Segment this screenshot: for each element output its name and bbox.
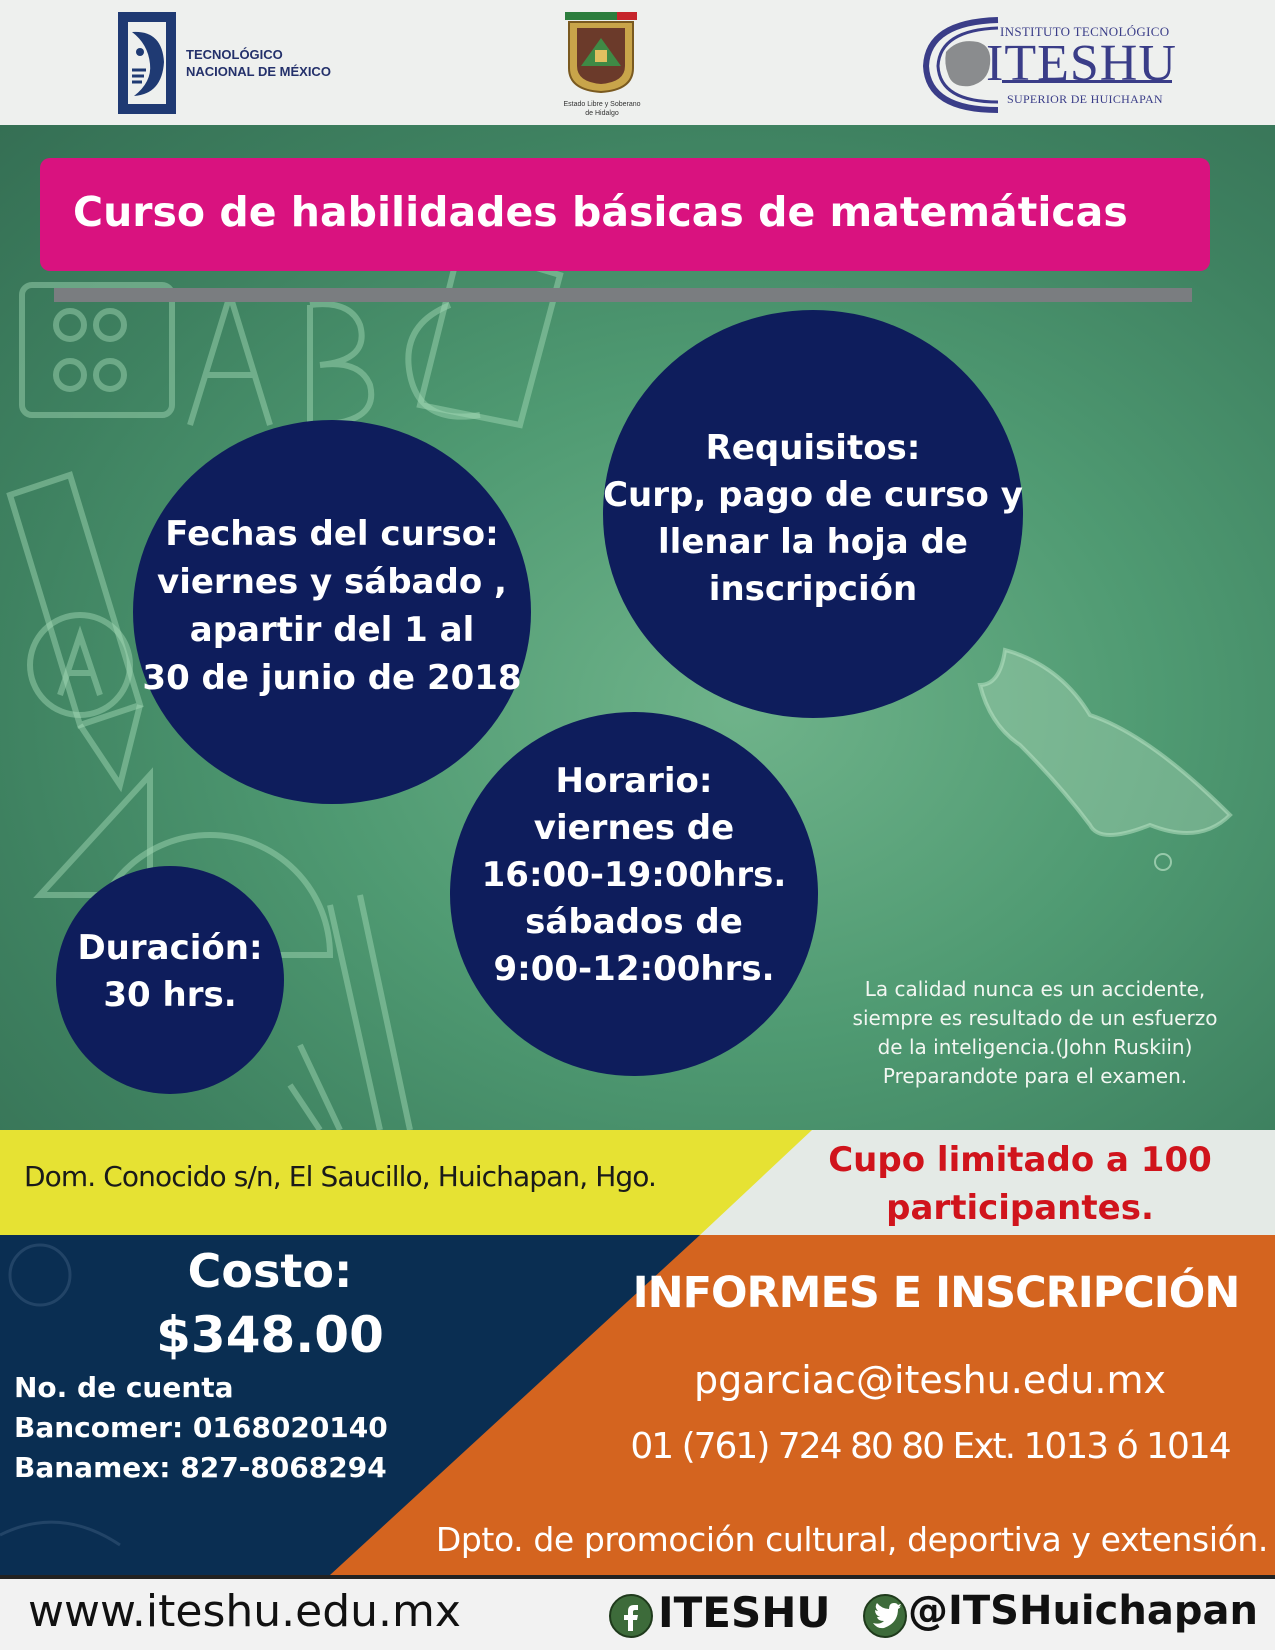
hidalgo-caption	[545, 100, 659, 118]
contact-email[interactable]: pgarciac@iteshu.edu.mx	[694, 1358, 1166, 1402]
bank-account-line: No. de cuenta	[14, 1371, 234, 1404]
title-divider	[54, 288, 1192, 302]
horario-line: Horario:	[555, 761, 713, 801]
costo-value: $348.00	[156, 1306, 384, 1364]
bank-account-line: Bancomer: 0168020140	[14, 1411, 388, 1444]
address-text: Dom. Conocido s/n, El Saucillo, Huichapan, Hgo.	[24, 1160, 657, 1193]
requisitos-line: Curp, pago de curso y	[603, 475, 1023, 515]
quote-text	[820, 975, 1250, 1091]
department-text: Dpto. de promoción cultural, deportiva y extensión.	[435, 1520, 1268, 1559]
contact-phone: 01 (761) 724 80 80 Ext. 1013 ó 1014	[630, 1426, 1230, 1467]
bank-accounts	[14, 1368, 388, 1488]
quote-line: La calidad nunca es un accidente,	[864, 977, 1206, 1001]
horario-line: 16:00-19:00hrs.	[481, 855, 787, 895]
twitter-icon[interactable]	[862, 1593, 908, 1639]
horario-line: sábados de	[525, 902, 743, 942]
iteshu-top-text: INSTITUTO TECNOLÓGICO	[1000, 24, 1170, 39]
requisitos-line: Requisitos:	[705, 428, 921, 468]
horario-line: 9:00-12:00hrs.	[493, 949, 775, 989]
facebook-handle[interactable]: ITESHU	[658, 1588, 831, 1637]
fechas-line: Fechas del curso:	[165, 514, 499, 554]
hidalgo-caption-line: de Hidalgo	[585, 110, 619, 117]
fechas-line: viernes y sábado ,	[157, 562, 507, 602]
duracion-line: 30 hrs.	[103, 975, 237, 1015]
duracion-line: Duración:	[77, 928, 263, 968]
course-title: Curso de habilidades básicas de matemáticas	[73, 188, 1128, 236]
fechas-line: apartir del 1 al	[189, 610, 475, 650]
fechas-text	[128, 510, 536, 702]
horario-text	[450, 758, 818, 993]
tecnm-name-line: NACIONAL DE MÉXICO	[186, 64, 331, 79]
website-link[interactable]: www.iteshu.edu.mx	[28, 1586, 461, 1637]
quote-line: Preparandote para el examen.	[882, 1064, 1188, 1088]
cupo-line: participantes.	[886, 1188, 1154, 1228]
iteshu-wordmark: ITESHU	[986, 35, 1177, 92]
requisitos-text	[598, 425, 1028, 613]
quote-line: de la inteligencia.(John Ruskiin)	[877, 1035, 1193, 1059]
quote-line: siempre es resultado de un esfuerzo	[852, 1006, 1218, 1030]
duracion-text	[56, 925, 284, 1019]
twitter-handle[interactable]: @ITSHuichapan	[908, 1588, 1258, 1634]
bank-account-line: Banamex: 827-8068294	[14, 1451, 387, 1484]
informes-heading: INFORMES E INSCRIPCIÓN	[632, 1268, 1240, 1318]
tecnm-name	[186, 46, 331, 80]
facebook-icon[interactable]	[608, 1593, 654, 1639]
footer-divider	[0, 1575, 1275, 1579]
costo-label: Costo:	[187, 1244, 353, 1298]
requisitos-line: inscripción	[708, 569, 918, 609]
cupo-line: Cupo limitado a 100	[828, 1140, 1212, 1180]
iteshu-bottom-text: SUPERIOR DE HUICHAPAN	[1007, 92, 1163, 106]
horario-line: viernes de	[533, 808, 735, 848]
tecnm-logo-icon	[112, 12, 182, 114]
tecnm-name-line: TECNOLÓGICO	[186, 47, 283, 62]
requisitos-line: llenar la hoja de	[658, 522, 968, 562]
fechas-line: 30 de junio de 2018	[142, 658, 522, 698]
cupo-text	[800, 1136, 1240, 1232]
hidalgo-seal-icon	[555, 10, 647, 94]
hidalgo-caption-line: Estado Libre y Soberano	[563, 101, 641, 108]
